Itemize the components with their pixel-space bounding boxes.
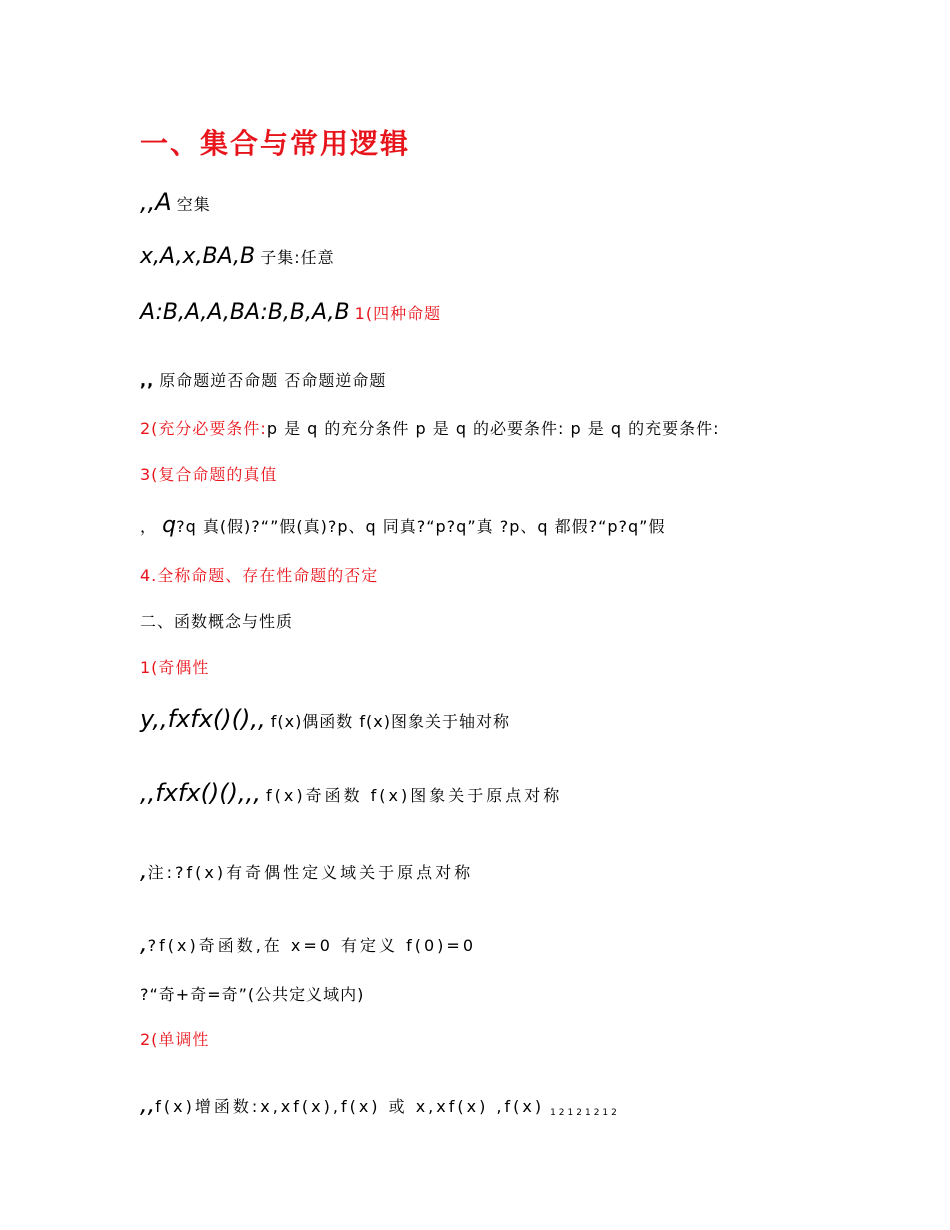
math-formula: ,,A (140, 188, 172, 216)
math-formula: , (140, 929, 148, 957)
subsection-title: 2(单调性 (140, 1030, 210, 1049)
line-text: ?q 真(假)?“”假(真)?p、q 同真?“p?q”真 ?p、q 都假?“p?q”假 (176, 517, 666, 536)
math-formula: q (162, 513, 177, 538)
line-conditions (140, 416, 720, 439)
line-text: p 是 q 的充分条件 p 是 q 的必要条件: p 是 q 的充要条件: (266, 419, 720, 438)
section-heading-2: 二、函数概念与性质 (140, 612, 294, 631)
subsection-title: 1(四种命题 (354, 304, 442, 323)
line-text: 注:?f(x)有奇偶性定义域关于原点对称 (147, 863, 474, 882)
line-empty-set (140, 188, 211, 216)
line-subset (140, 244, 335, 269)
line-even-function (140, 705, 510, 733)
math-formula: ,, (140, 1090, 156, 1118)
line-odd-zero (140, 929, 476, 957)
line-odd-plus-odd: ?“奇+奇=奇”(公共定义域内) (140, 985, 365, 1004)
line-text: ?f(x)奇函数,在 x=0 有定义 f(0)=0 (147, 936, 477, 955)
subsection-title: 2(充分必要条件: (140, 419, 267, 438)
math-formula: ,, (140, 371, 155, 390)
line-truth-values (140, 513, 665, 538)
subsection-title: 1(奇偶性 (140, 658, 210, 677)
line-prefix: ， (140, 517, 158, 536)
math-formula: y,,fxfx()(),, (140, 705, 266, 733)
math-formula: ,,fxfx()(),,, (140, 779, 261, 807)
subscript-indices: 12121212 (550, 1108, 620, 1118)
line-text: 子集:任意 (260, 248, 335, 267)
line-text: f(x)增函数:x,xf(x),f(x) 或 x,xf(x) ,f(x) (155, 1097, 545, 1116)
line-text: 原命题逆否命题 否命题逆命题 (159, 371, 387, 390)
math-formula: , (140, 856, 148, 884)
math-formula: A:B,A,A,BA:B,B,A,B (140, 300, 350, 325)
subsection-title: 4.全称命题、存在性命题的否定 (140, 566, 379, 585)
section-heading: 一、集合与常用逻辑 (140, 127, 411, 160)
line-text: f(x)奇函数 f(x)图象关于原点对称 (266, 786, 563, 805)
line-four-propositions (140, 368, 386, 391)
math-formula: x,A,x,BA,B (140, 244, 256, 269)
line-increasing-function (140, 1090, 620, 1118)
line-odd-function (140, 779, 562, 807)
line-text: f(x)偶函数 f(x)图象关于轴对称 (270, 712, 510, 731)
subsection-title: 3(复合命题的真值 (140, 465, 278, 484)
line-note (140, 856, 473, 884)
line-set-ops (140, 300, 441, 325)
line-text: 空集 (176, 195, 211, 214)
